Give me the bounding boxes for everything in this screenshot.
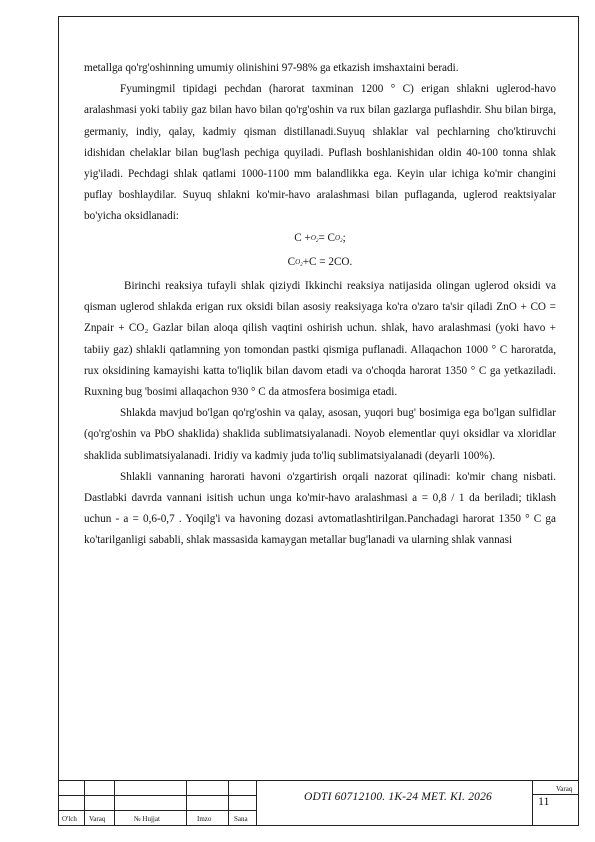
page-number: 11: [538, 794, 550, 808]
paragraph-2: Fyumingmil tipidagi pechdan (harorat taxminan 1200 ° C) erigan shlakni uglerod-havo aralashmasi yoki tabiiy gaz bilan havo bilan qo'rg'oshin va rux bilan gazlarga puflashdir. Shu bilan birga, germaniy, indiy, qalay, kadmiy qisman distillanadi.Suyuq shlaklar val pechlarning cho'ktiruvchi idishidan chelaklar bilan bug'lash pechiga quyiladi. Puflash boshlanishidan oldin 40-100 tonna shlak yig'iladi. Pechdagi shlak qatlami 1000-1100 mm balandlikka ega. Keyin ular ichiga ko'mir changini puflay boshlaydilar. Suyuq shlakni ko'mir-havo aralashmasi bilan puflaganda, uglerod reaktsiyalar bo'yicha oksidlanadi:: [84, 83, 556, 223]
tb-row-line: [58, 810, 256, 811]
paragraph-4: Shlakda mavjud bo'lgan qo'rg'oshin va qalay, asosan, yuqori bug' bosimiga ega bo'lgan sulfidlar (qo'rg'oshin va PbO shaklida) shaklida sublimatsiyalanadi. Noyob elementlar quyi oksidlar va xloridlar shaklida sublimatsiyalanadi. Iridiy va kadmiy juda to'liq sublimatsiyalanadi (deyarli 100%).: [84, 407, 556, 462]
tb-divider: [186, 781, 187, 826]
tb-divider: [114, 781, 115, 826]
col-sana-label: Sana: [234, 815, 248, 823]
sheet-label: Varaq: [556, 785, 573, 793]
document-code: ODTI 60712100. 1K-24 MET. KI. 2026: [303, 791, 493, 803]
formula-1: $C +O_2= CO_2$;: [294, 231, 346, 244]
tb-divider: [532, 781, 533, 826]
col-varaq-label: Varaq: [89, 815, 106, 823]
title-block: [58, 780, 579, 826]
paragraph-5: Shlakli vannaning harorati havoni o'zgartirish orqali nazorat qilinadi: ko'mir chang nisbati. Dastlabki davrda vannani isitish uchun unga ko'mir-havo aralashmasi a = 0,8 / 1 da beriladi; tiklash uchun - a = 0,6-0,7 . Yoqilg'i va havoning dozasi avtomatlashtirilgan.Panchadagi harorat 1350 ° C ga ko'tarilganligi sababli, shlak massasida kamaygan metallar bug'lanadi va ularning shlak vannasi: [84, 470, 556, 547]
tb-divider: [256, 781, 257, 826]
document-body: [84, 58, 556, 552]
col-hujjat-label: № Hujjat: [134, 815, 160, 823]
tb-divider: [228, 781, 229, 826]
formula-2: $CO_2+C = 2CO$.: [287, 255, 353, 268]
col-imzo-label: Imzo: [197, 815, 212, 823]
col-olch-label: O'lch: [62, 815, 77, 823]
tb-divider: [84, 781, 85, 826]
paragraph-3: Birinchi reaksiya tufayli shlak qiziydi Ikkinchi reaksiya natijasida olingan uglerod oksidi va qisman uglerod shlakda erigan rux oksidi bilan asosiy reaksiyaga ko'ra o'zaro ta'sir qiladi ZnO + CO = Znpair + CO₂ Gazlar bilan aloqa qilish vaqtini oshirish uchun. shlak, havo aralashmasi (yoki havo + tabiiy gaz) shlakli qatlamning yon tomondan pastki qismiga puflanadi. Allaqachon 1000 ° C haroratda, rux oksidining kamayishi katta to'liqlik bilan davom etadi va o'choqda harorat 1350 ° C ga yetkaziladi. Ruxning bug 'bosimi allaqachon 930 ° C da atmosfera bosimiga etadi.: [84, 280, 556, 399]
tb-row-line: [58, 795, 256, 796]
paragraph-1: metallga qo'rg'oshinning umumiy olinishini 97-98% ga etkazish imshaxtaini beradi.: [84, 62, 459, 74]
